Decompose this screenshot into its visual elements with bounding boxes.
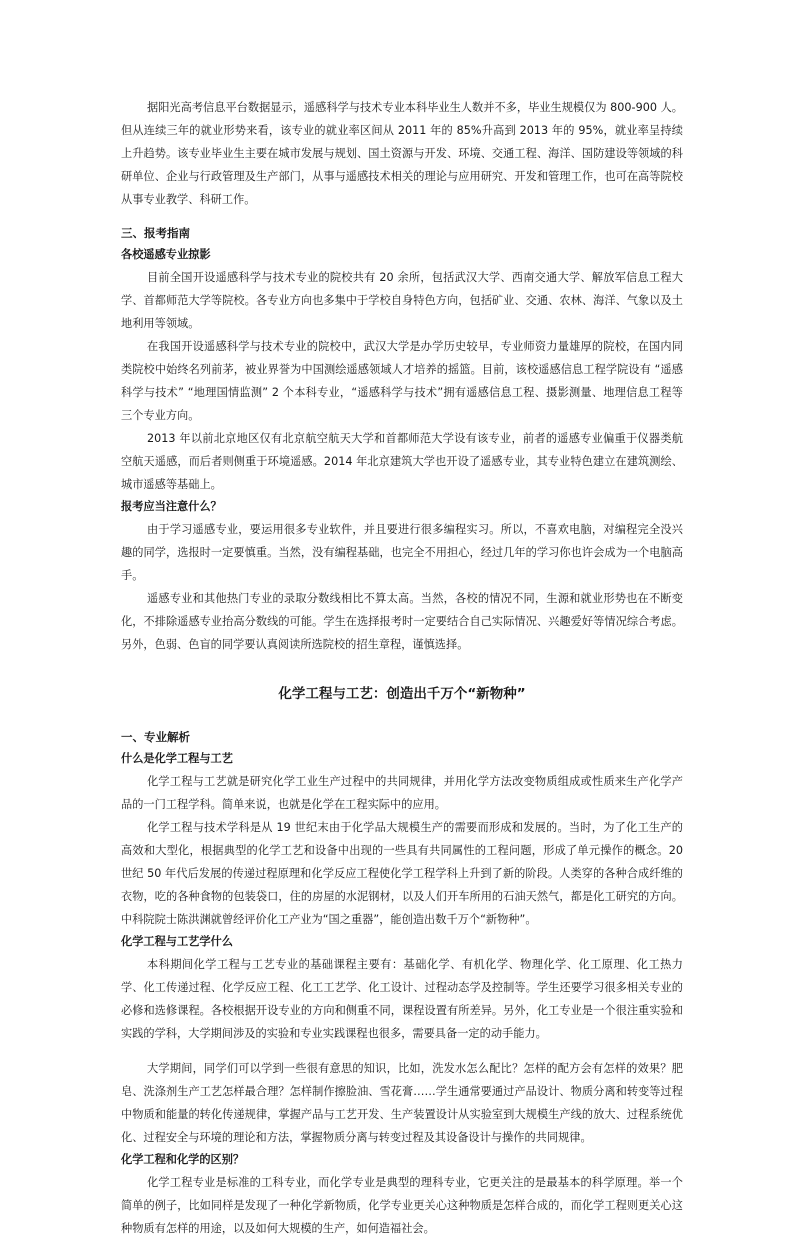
subheading-what-is: 什么是化学工程与工艺 — [121, 752, 233, 765]
paragraph-beijing-schools: 2013 年以前北京地区仅有北京航空航天大学和首都师范大学设有该专业，前者的遥感专业偏重于仪器类航空航天遥感，而后者则侧重于环境遥感。2014 年北京建筑大学也开设了遥感专业，其专业特色建立在建筑测绘、城市遥感等基础上。 — [121, 432, 683, 491]
paragraph-difference: 化学工程专业是标准的工科专业，而化学专业是典型的理科专业，它更关注的是最基本的科学原理。举一个简单的例子，比如同样是发现了一种化学新物质，化学专业更关心这种物质是怎样合成的，而化学工程则更关心这种物质有怎样的用途，以及如何大规模的生产，如何造福社会。 — [121, 1176, 683, 1235]
article-title: 化学工程与工艺：创造出千万个“新物种” — [278, 686, 526, 702]
paragraph-history: 化学工程与技术学科是从 19 世纪末由于化学品大规模生产的需要而形成和发展的。当时，为了化工生产的高效和大型化，根据典型的化学工艺和设备中出现的一些具有共同属性的工程问题，形成了单元操作的概念。20 世纪 50 年代后发展的传递过程原理和化学反应工程使化学工程学科上升到了新的阶段。人类穿的各种合成纤维的衣物，吃的各种食物的包装袋口，住的房屋的水泥钢材，以及人们开车所用的石油天然气，都是化工研究的方向。中科院院士陈洪渊就曾经评价化工产业为“国之重器”，能创造出数千万个“新物种”。 — [121, 821, 683, 926]
paragraph-definition: 化学工程与工艺就是研究化学工业生产过程中的共同规律，并用化学方法改变物质组成或性质来生产化学产品的一门工程学科。简单来说，也就是化学在工程实际中的应用。 — [121, 775, 683, 811]
paragraph-programming: 由于学习遥感专业，要运用很多专业软件，并且要进行很多编程实习。所以，不喜欢电脑，对编程完全没兴趣的同学，选报时一定要慎重。当然，没有编程基础，也完全不用担心，经过几年的学习你也许会成为一个电脑高手。 — [121, 523, 683, 582]
paragraph-interesting-knowledge: 大学期间，同学们可以学到一些很有意思的知识，比如，洗发水怎么配比？怎样的配方会有怎样的效果？肥皂、洗涤剂生产工艺怎样最合理？怎样制作擦脸油、雪花膏……学生通常要通过产品设计、物质分离和转变等过程中物质和能量的转化传递规律，掌握产品与工艺开发、生产装置设计从实验室到大规模生产线的放大、过程系统优化、过程安全与环境的理论和方法，掌握物质分离与转变过程及其设备设计与操作的共同规律。 — [121, 1062, 683, 1144]
subheading-difference: 化学工程和化学的区别？ — [121, 1153, 245, 1166]
section-heading-major-analysis: 一、专业解析 — [121, 730, 190, 744]
paragraph-employment: 据阳光高考信息平台数据显示，遥感科学与技术专业本科毕业生人数并不多，毕业生规模仅为 800-900 人。但从连续三年的就业形势来看，该专业的就业率区间从 2011 年的 85%升高到 2013 年的 95%，就业率呈持续上升趋势。该专业毕业生主要在城市发展与规划、国土资源与开发、环境、交通工程、海洋、国防建设等领域的科研单位、企业与行政管理及生产部门，从事与遥感技术相关的理论与应用研究、开发和管理工作，也可在高等院校从事专业教学、科研工作。 — [121, 101, 683, 206]
section-heading-application-guide: 三、报考指南 — [121, 226, 190, 240]
subheading-notes: 报考应当注意什么？ — [121, 500, 222, 513]
paragraph-wuhan-university: 在我国开设遥感科学与技术专业的院校中，武汉大学是办学历史较早，专业师资力量雄厚的院校，在国内同类院校中始终名列前茅，被业界誉为中国测绘遥感领域人才培养的摇篮。目前，该校遥感信息工程学院设有 “遥感科学与技术” “地理国情监测” 2 个本科专业，“遥感科学与技术”拥有遥感信息工程、摄影测量、地理信息工程等三个专业方向。 — [121, 340, 683, 422]
paragraph-courses: 本科期间化学工程与工艺专业的基础课程主要有：基础化学、有机化学、物理化学、化工原理、化工热力学、化工传递过程、化学反应工程、化工工艺学、化工设计、过程动态学及控制等。学生还要学习很多相关专业的必修和选修课程。各校根据开设专业的方向和侧重不同，课程设置有所差异。另外，化工专业是一个很注重实验和实践的学科，大学期间涉及的实验和专业实践课程也很多，需要具备一定的动手能力。 — [121, 958, 683, 1040]
paragraph-schools-overview: 目前全国开设遥感科学与技术专业的院校共有 20 余所，包括武汉大学、西南交通大学、解放军信息工程大学、首都师范大学等院校。各专业方向也多集中于学校自身特色方向，包括矿业、交通、农林、海洋、气象以及土地利用等领域。 — [121, 271, 683, 330]
subheading-curriculum: 化学工程与工艺学什么 — [121, 935, 233, 948]
paragraph-admission-scores: 遥感专业和其他热门专业的录取分数线相比不算太高。当然，各校的情况不同，生源和就业形势也在不断变化，不排除遥感专业抬高分数线的可能。学生在选择报考时一定要结合自己实际情况、兴趣爱好等情况综合考虑。另外，色弱、色盲的同学要认真阅读所选院校的招生章程，谨慎选择。 — [121, 592, 683, 651]
document-body — [121, 96, 683, 1240]
subheading-schools: 各校遥感专业掠影 — [121, 248, 211, 261]
